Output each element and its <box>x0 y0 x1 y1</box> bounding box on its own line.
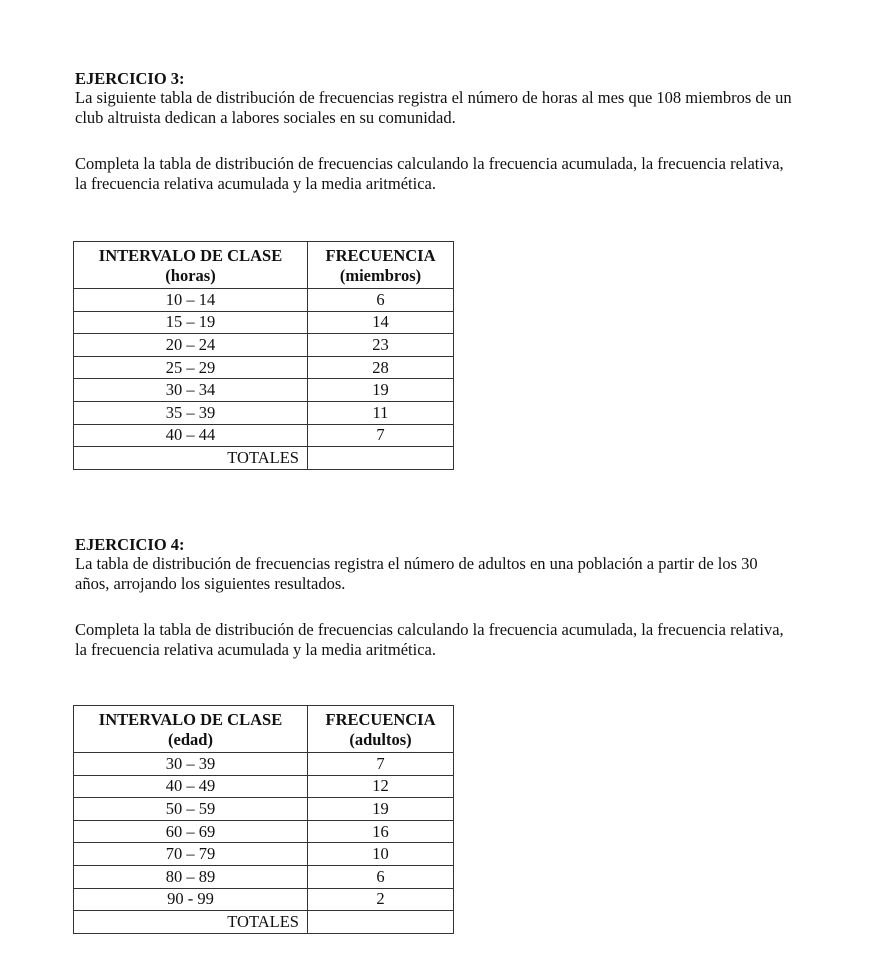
interval-cell: 25 – 29 <box>74 356 308 379</box>
interval-cell: 60 – 69 <box>74 820 308 843</box>
exercise-4-title: EJERCICIO 4: <box>75 535 185 554</box>
header-interval-label: INTERVALO DE CLASE <box>98 246 283 265</box>
frequency-cell: 12 <box>308 775 454 798</box>
exercise-3-title: EJERCICIO 3: <box>75 69 185 88</box>
exercise-3-description: La siguiente tabla de distribución de frecuencias registra el número de horas al mes que 108 miembros de un club altruista dedican a labores sociales en su comunidad. <box>75 88 792 127</box>
interval-cell: 90 - 99 <box>74 888 308 911</box>
header-interval-unit: (horas) <box>165 266 216 285</box>
table-row <box>74 775 454 798</box>
table-row <box>74 311 454 334</box>
table-row <box>74 401 454 424</box>
header-interval-unit: (edad) <box>168 730 213 749</box>
exercise-3-instructions: Completa la tabla de distribución de frecuencias calculando la frecuencia acumulada, la frecuencia relativa, la frecuencia relativa acumulada y la media aritmética. <box>75 154 784 193</box>
totals-label: TOTALES <box>74 447 308 470</box>
table-header-row <box>74 242 454 289</box>
interval-cell: 30 – 39 <box>74 753 308 776</box>
table-row <box>74 843 454 866</box>
header-frequency <box>308 706 454 753</box>
table-row <box>74 753 454 776</box>
header-frequency-label: FRECUENCIA <box>325 246 436 265</box>
totals-value-cell[interactable] <box>308 911 454 934</box>
interval-cell: 20 – 24 <box>74 334 308 357</box>
header-interval <box>74 242 308 289</box>
header-frequency-unit: (adultos) <box>349 730 412 749</box>
interval-cell: 80 – 89 <box>74 865 308 888</box>
totals-value-cell[interactable] <box>308 447 454 470</box>
frequency-cell: 14 <box>308 311 454 334</box>
interval-cell: 35 – 39 <box>74 401 308 424</box>
exercise-4-instructions: Completa la tabla de distribución de frecuencias calculando la frecuencia acumulada, la frecuencia relativa, la frecuencia relativa acumulada y la media aritmética. <box>75 620 784 659</box>
frequency-cell: 11 <box>308 401 454 424</box>
frequency-cell: 23 <box>308 334 454 357</box>
header-interval-label: INTERVALO DE CLASE <box>98 710 283 729</box>
interval-cell: 40 – 44 <box>74 424 308 447</box>
frequency-cell: 6 <box>308 289 454 312</box>
frequency-cell: 2 <box>308 888 454 911</box>
exercise-4 <box>75 535 795 660</box>
frequency-cell: 28 <box>308 356 454 379</box>
frequency-cell: 19 <box>308 379 454 402</box>
table-row <box>74 820 454 843</box>
table-row <box>74 289 454 312</box>
table-row <box>74 356 454 379</box>
interval-cell: 15 – 19 <box>74 311 308 334</box>
table-row <box>74 865 454 888</box>
table-row <box>74 379 454 402</box>
header-frequency-label: FRECUENCIA <box>325 710 436 729</box>
interval-cell: 30 – 34 <box>74 379 308 402</box>
frequency-cell: 19 <box>308 798 454 821</box>
interval-cell: 70 – 79 <box>74 843 308 866</box>
header-interval <box>74 706 308 753</box>
exercise-3-frequency-table <box>73 241 454 470</box>
totals-row <box>74 447 454 470</box>
table-row <box>74 424 454 447</box>
exercise-4-description: La tabla de distribución de frecuencias registra el número de adultos en una población a partir de los 30 años, arrojando los siguientes resultados. <box>75 554 758 593</box>
header-frequency-unit: (miembros) <box>339 266 422 285</box>
table-row <box>74 798 454 821</box>
interval-cell: 50 – 59 <box>74 798 308 821</box>
frequency-cell: 7 <box>308 753 454 776</box>
table-row <box>74 334 454 357</box>
frequency-cell: 16 <box>308 820 454 843</box>
interval-cell: 10 – 14 <box>74 289 308 312</box>
totals-row <box>74 911 454 934</box>
frequency-cell: 7 <box>308 424 454 447</box>
totals-label: TOTALES <box>74 911 308 934</box>
table-header-row <box>74 706 454 753</box>
frequency-cell: 10 <box>308 843 454 866</box>
frequency-cell: 6 <box>308 865 454 888</box>
table-row <box>74 888 454 911</box>
interval-cell: 40 – 49 <box>74 775 308 798</box>
exercise-4-frequency-table <box>73 705 454 934</box>
header-frequency <box>308 242 454 289</box>
exercise-3 <box>75 69 795 194</box>
